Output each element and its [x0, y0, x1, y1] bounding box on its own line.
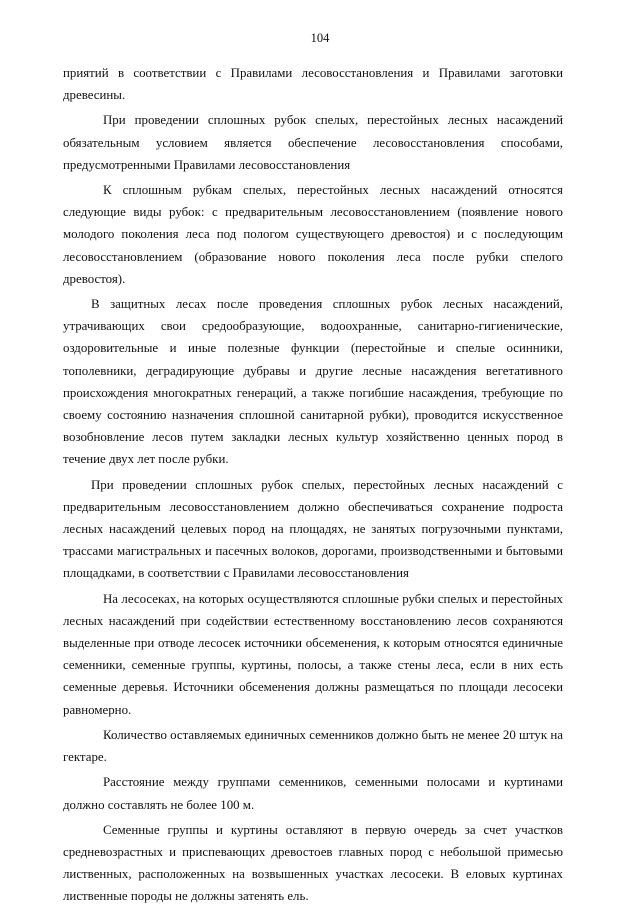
paragraph: Семенные группы и куртины оставляют в первую очередь за счет участков средневозрастных и приспевающих древостоев главных пород с небольшой примесью лиственных, расположенных на возвышенных участках лесосеки. В еловых куртинах лиственные породы не должны затенять ель. [63, 822, 563, 904]
paragraph: Расстояние между группами семенников, семенными полосами и куртинами должно составлять не более 100 м. [63, 775, 563, 812]
paragraph: При проведении сплошных рубок спелых, перестойных лесных насаждений обязательным условием является обеспечение лесовосстановления способами, предусмотренными Правилами лесовосстановления [63, 113, 563, 172]
paragraph: Количество оставляемых единичных семенников должно быть не менее 20 штук на гектаре. [63, 727, 563, 765]
paragraph: При проведении сплошных рубок спелых, перестойных лесных насаждений с предварительным лесовосстановлением должно обеспечиваться сохранение подроста лесных насаждений целевых пород на площадях, не занятых погрузочными пунктами, трассами магистральных и пасечных волоков, дорогами, производственными и бытовыми площадками, в соответствии с Правилами лесовосстановления [63, 477, 563, 581]
paragraph-continuation: приятий в соответствии с Правилами лесовосстановления и Правилами заготовки древесины. [63, 66, 563, 103]
paragraph: На лесосеках, на которых осуществляются сплошные рубки спелых и перестойных лесных насаждений при содействии естественному восстановлению лесов сохраняются выделенные при отводе лесосек источники обсеменения, к которым относятся единичные семенники, семенные группы, куртины, полосы, а также стены леса, если в них есть семенные деревья. Источники обсеменения должны размещаться по площади лесосеки равномерно. [63, 591, 563, 717]
page-number: 104 [310, 31, 330, 45]
paragraph: В защитных лесах после проведения сплошных рубок лесных насаждений, утрачивающих свои средообразующие, водоохранные, санитарно-гигиенические, оздоровительные и иные полезные функции (перестойные и спелые осинники, тополевники, деградирующие дубравы и другие лесные насаждения вегетативного происхождения многократных генераций, а также погибшие насаждения, требующие по своему состоянию назначения сплошной санитарной рубки), проводится искусственное возобновление лесов путем закладки лесных культур хозяйственно ценных пород в течение двух лет после рубки. [63, 297, 563, 467]
paragraph: К сплошным рубкам спелых, перестойных лесных насаждений относятся следующие виды рубок: с предварительным лесовосстановлением (появление нового молодого поколения леса под пологом существующего древостоя) и с последующим лесовосстановлением (образование нового поколения леса после рубки спелого древостоя). [63, 183, 563, 286]
document-body [63, 62, 563, 911]
